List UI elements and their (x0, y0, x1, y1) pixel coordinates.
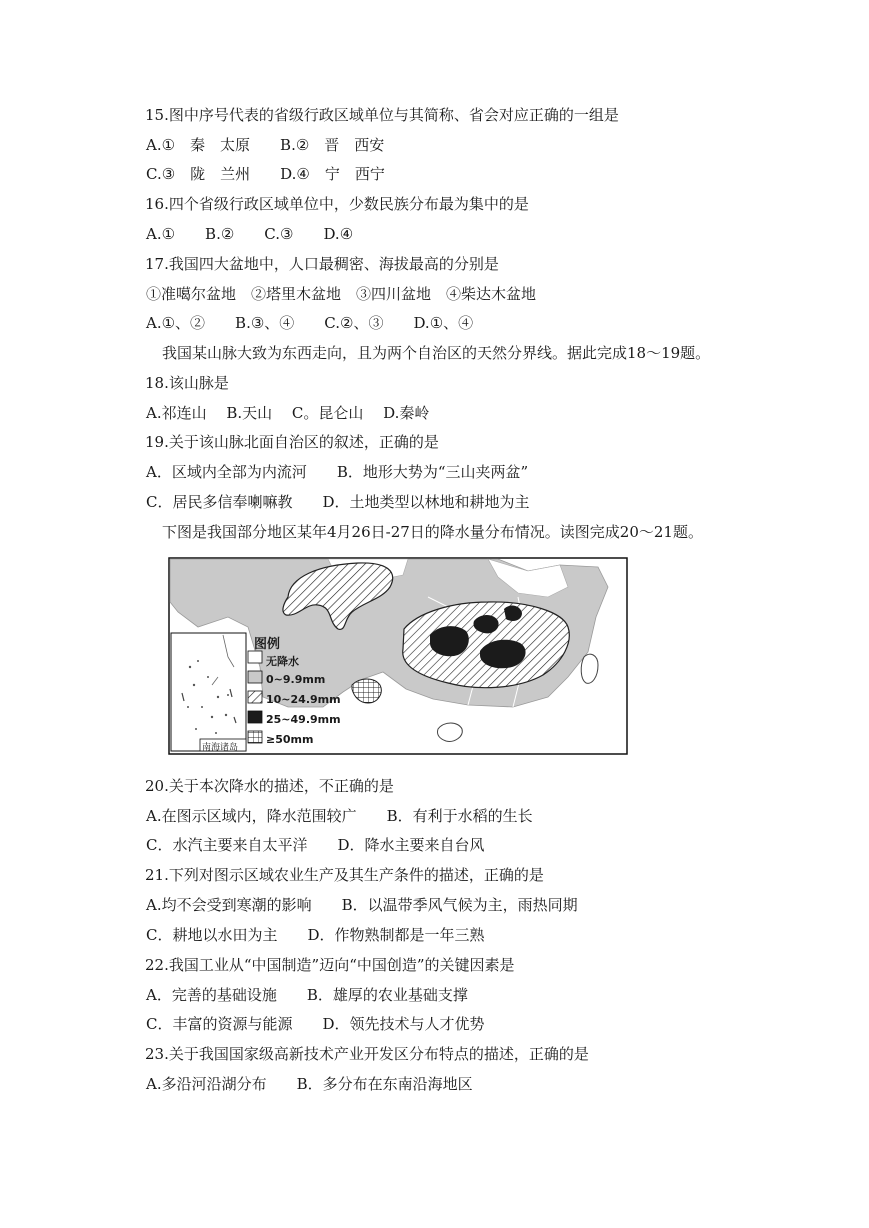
legend-25-49-9mm: 25~49.9mm (266, 713, 341, 726)
q16-options: A.① B.② C.③ D.④ (146, 225, 354, 243)
rain-area-south (403, 602, 570, 688)
q17-items: ①准噶尔盆地 ②塔里木盆地 ③四川盆地 ④柴达木盆地 (146, 285, 537, 303)
q17-stem: 17.我国四大盆地中，人口最稠密、海拔最高的分别是 (145, 255, 499, 273)
legend-50mm-plus: ≥50mm (266, 733, 314, 746)
q22-stem: 22.我国工业从“中国制造”迈向“中国创造”的关键因素是 (145, 956, 515, 974)
legend-10-24-9mm: 10~24.9mm (266, 693, 341, 706)
intro-18-19: 我国某山脉大致为东西走向，且为两个自治区的天然分界线。据此完成18～19题。 (162, 344, 711, 362)
q19-options-ab: A．区域内全部为内流河 B．地形大势为“三山夹两盆” (146, 463, 529, 481)
q15-options-cd: C.③ 陇 兰州 D.④ 宁 西宁 (146, 165, 385, 183)
heavy-rain-area-1 (430, 626, 469, 656)
q18-options: A.祁连山 B.天山 C。昆仑山 D.秦岭 (146, 404, 430, 422)
q20-stem: 20.关于本次降水的描述，不正确的是 (145, 777, 394, 795)
intro-20-21: 下图是我国部分地区某年4月26日-27日的降水量分布情况。读图完成20～21题。 (162, 523, 703, 541)
q22-options-cd: C．丰富的资源与能源 D．领先技术与人才优势 (146, 1015, 485, 1033)
q19-options-cd: C．居民多信奉喇嘛教 D．土地类型以林地和耕地为主 (146, 493, 530, 511)
q19-stem: 19.关于该山脉北面自治区的叙述，正确的是 (145, 433, 439, 451)
legend-no-rain: 无降水 (266, 655, 299, 668)
q15-stem: 15.图中序号代表的省级行政区域单位与其简称、省会对应正确的一组是 (145, 106, 619, 124)
precipitation-map (168, 557, 628, 755)
q23-options-ab: A.多沿河沿湖分布 B．多分布在东南沿海地区 (146, 1075, 473, 1093)
q17-options: A.①、② B.③、④ C.②、③ D.①、④ (146, 314, 474, 332)
south-china-sea-inset (171, 633, 246, 751)
q22-options-ab: A．完善的基础设施 B．雄厚的农业基础支撑 (146, 986, 468, 1004)
q21-options-ab: A.均不会受到寒潮的影响 B．以温带季风气候为主，雨热同期 (146, 896, 578, 914)
q18-stem: 18.该山脉是 (145, 374, 229, 392)
q16-stem: 16.四个省级行政区域单位中，少数民族分布最为集中的是 (145, 195, 529, 213)
inset-label: 南海诸岛 (202, 743, 239, 753)
q21-options-cd: C．耕地以水田为主 D．作物熟制都是一年三熟 (146, 926, 485, 944)
hainan-island (437, 723, 462, 741)
q23-stem: 23.关于我国国家级高新技术产业开发区分布特点的描述，正确的是 (145, 1045, 589, 1063)
legend-0-9-9mm: 0~9.9mm (266, 673, 326, 686)
q21-stem: 21.下列对图示区域农业生产及其生产条件的描述，正确的是 (145, 866, 544, 884)
q20-options-cd: C．水汽主要来自太平洋 D．降水主要来自台风 (146, 836, 485, 854)
q15-options-ab: A.① 秦 太原 B.② 晋 西安 (146, 136, 385, 154)
legend-title: 图例 (254, 637, 281, 652)
q20-options-ab: A.在图示区域内，降水范围较广 B．有利于水稻的生长 (146, 807, 533, 825)
